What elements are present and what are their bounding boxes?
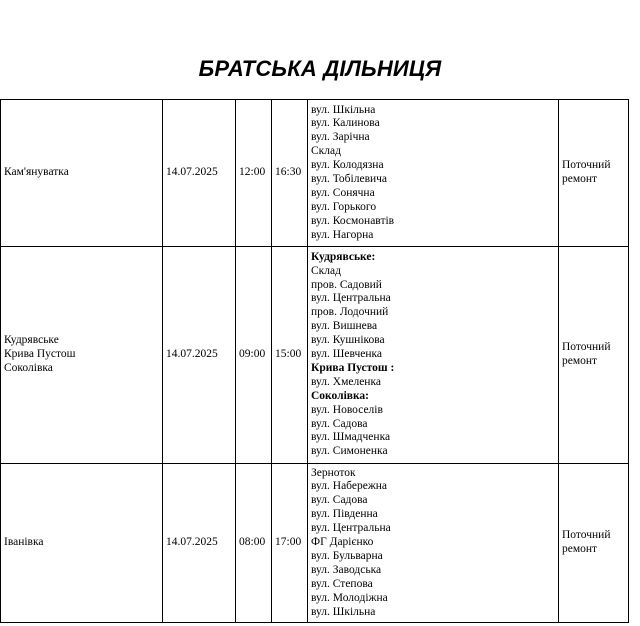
table-row <box>1 247 629 464</box>
street-item: ФГ Дарієнко <box>311 536 374 549</box>
street-item: вул. Симоненка <box>311 445 388 458</box>
page-title: БРАТСЬКА ДІЛЬНИЦЯ <box>198 56 442 81</box>
street-item: вул. Набережна <box>311 480 388 493</box>
street-item: вул. Зарічна <box>311 131 370 144</box>
street-item: вул. Бульварна <box>311 549 383 562</box>
streets-cell <box>308 464 559 623</box>
street-item: вул. Тобілевича <box>311 173 388 185</box>
table-row <box>1 100 629 247</box>
streets-cell <box>308 100 559 247</box>
street-item: вул. Шкільна <box>311 103 376 116</box>
street-item: вул. Калинова <box>311 117 380 130</box>
street-item: Зерноток <box>311 466 356 479</box>
end-time-cell: 17:00 <box>272 464 308 623</box>
settlement-cell <box>1 464 163 623</box>
street-item: вул. Шкільна <box>311 605 376 618</box>
settlement-name: Крива Пустош <box>4 348 76 361</box>
end-time-cell: 16:30 <box>272 100 308 247</box>
settlement-heading: Кудрявське: <box>311 250 376 263</box>
date-cell: 14.07.2025 <box>163 100 236 247</box>
settlement-name: Соколівка <box>4 361 53 374</box>
outage-schedule-table <box>0 99 629 623</box>
settlement-cell <box>1 100 163 247</box>
date-cell: 14.07.2025 <box>163 247 236 464</box>
settlement-name: Іванівка <box>4 536 44 549</box>
reason-cell <box>559 100 629 247</box>
start-time-cell: 12:00 <box>236 100 272 247</box>
street-item: вул. Заводська <box>311 563 382 576</box>
street-item: вул. Космонавтів <box>311 214 395 227</box>
street-item: Склад <box>311 264 341 277</box>
street-item: вул. Кушнікова <box>311 334 385 347</box>
street-item: вул. Молодіжна <box>311 591 388 604</box>
reason-line: Поточний <box>562 529 611 542</box>
street-item: вул. Центральна <box>311 522 391 535</box>
streets-cell <box>308 247 559 464</box>
reason-line: Поточний <box>562 159 611 172</box>
street-item: вул. Колодязна <box>311 159 384 172</box>
settlement-heading: Соколівка: <box>311 389 370 402</box>
end-time-cell: 15:00 <box>272 247 308 464</box>
street-item: вул. Горького <box>311 200 377 213</box>
start-time-cell: 08:00 <box>236 464 272 623</box>
reason-cell <box>559 464 629 623</box>
settlement-cell <box>1 247 163 464</box>
start-time-cell: 09:00 <box>236 247 272 464</box>
street-item: Склад <box>311 145 341 158</box>
street-item: вул. Садова <box>311 494 368 507</box>
street-item: вул. Шевченка <box>311 348 383 361</box>
street-item: вул. Сонячна <box>311 186 375 199</box>
reason-line: ремонт <box>562 355 598 367</box>
street-item: вул. Центральна <box>311 292 391 305</box>
reason-line: Поточний <box>562 341 611 354</box>
date-cell: 14.07.2025 <box>163 464 236 623</box>
street-item: вул. Хмеленка <box>311 375 381 388</box>
reason-cell <box>559 247 629 464</box>
street-item: вул. Степова <box>311 577 373 590</box>
table-row <box>1 464 629 623</box>
settlement-heading: Крива Пустош : <box>311 361 395 374</box>
settlement-name: Кудрявське <box>4 334 59 347</box>
reason-line: ремонт <box>562 543 598 555</box>
street-item: вул. Садова <box>311 417 368 430</box>
street-item: вул. Нагорна <box>311 228 374 241</box>
street-item: вул. Новоселів <box>311 403 383 416</box>
reason-line: ремонт <box>562 173 598 185</box>
table-body <box>1 100 629 623</box>
settlement-name: Кам'януватка <box>4 166 69 179</box>
street-item: пров. Садовий <box>311 278 382 291</box>
street-item: пров. Лодочний <box>311 306 389 319</box>
street-item: вул. Вишнева <box>311 320 378 333</box>
street-item: вул. Шмадченка <box>311 431 391 444</box>
street-item: вул. Південна <box>311 508 378 521</box>
